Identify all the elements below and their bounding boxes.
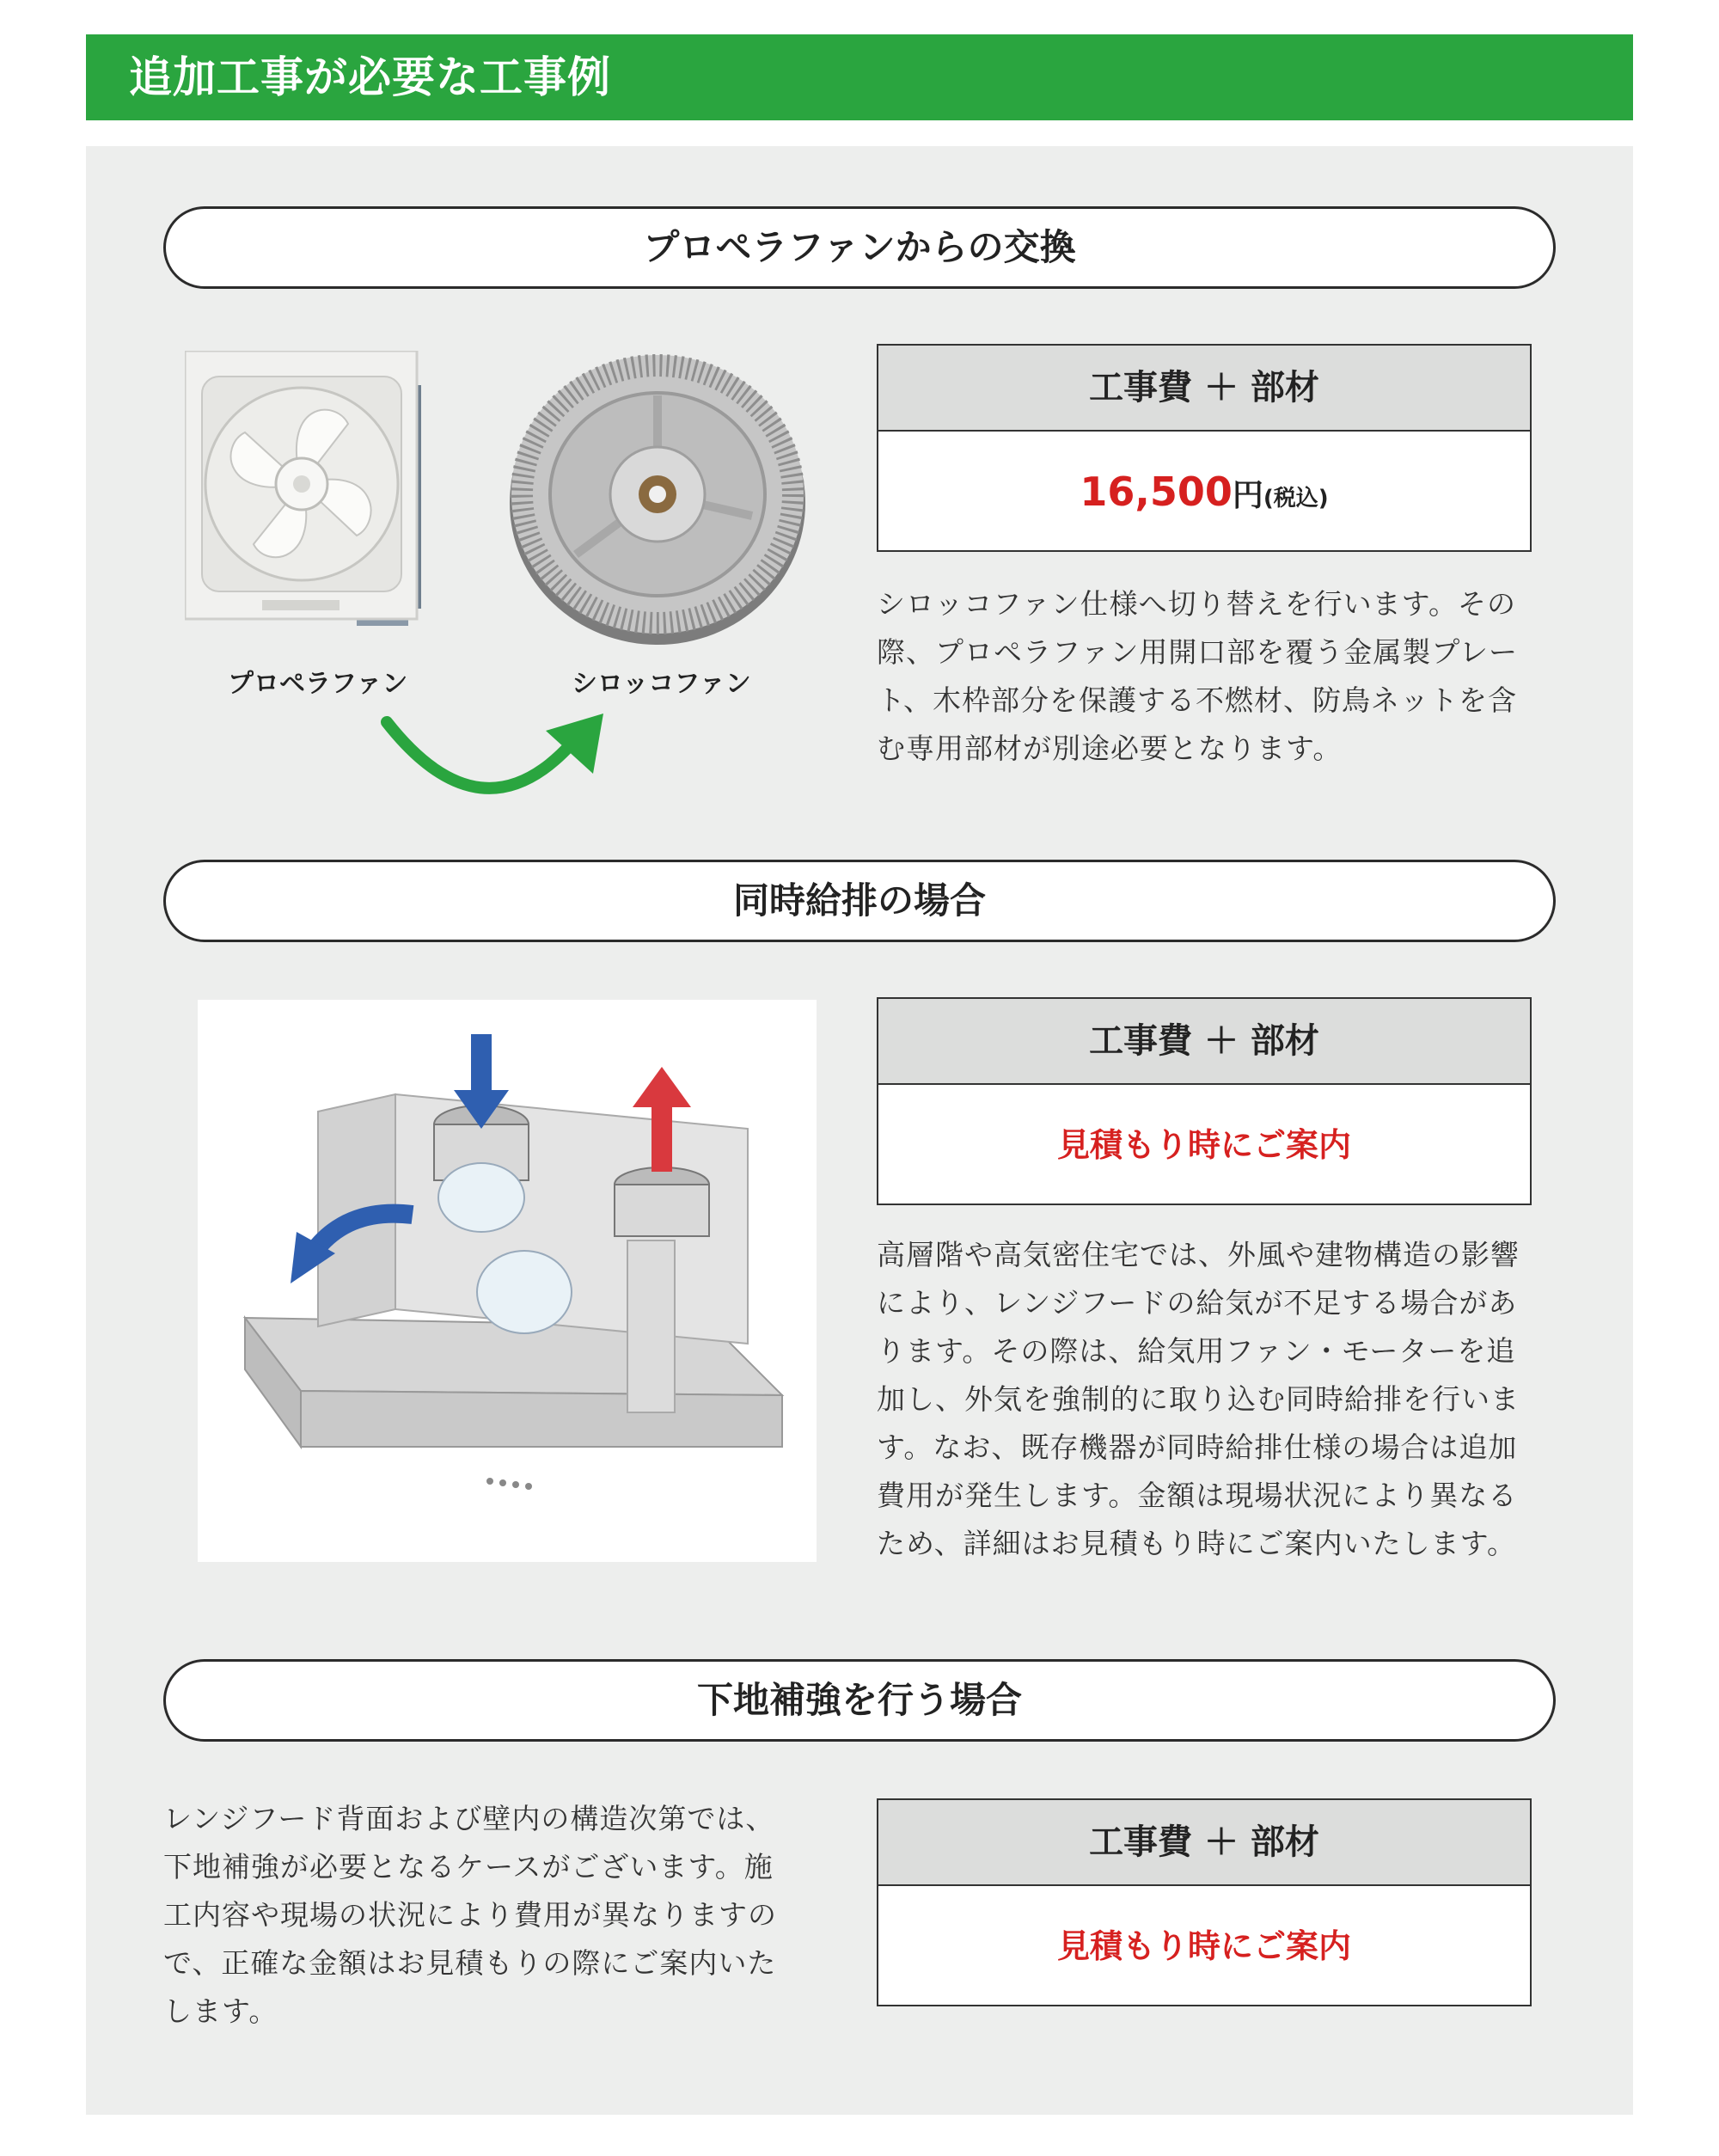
arrow-icon [378,705,610,817]
content-panel [86,146,1633,2115]
sirocco-fan-image [503,340,812,649]
price-value: 16,500 [1080,469,1233,515]
cost-label: 工事費 ＋ 部材 [878,999,1530,1085]
sirocco-fan-label: シロッコファン [572,669,751,699]
price-display: 見積もり時にご案内 [1056,1126,1351,1164]
section-title-propeller: プロペラファンからの交換 [163,206,1556,289]
price-display [878,432,1530,552]
section-description: シロッコファン仕様へ切り替えを行います。その際、プロペラファン用開口部を覆う金属製プレート、木枠部分を保護する不燃材、防鳥ネットを含む専用部材が別途必要となります。 [877,587,1519,765]
cost-box-propeller [877,344,1532,552]
page-title: 追加工事が必要な工事例 [86,34,1633,120]
section-description: 高層階や高気密住宅では、外風や建物構造の影響により、レンジフードの給気が不足する場合があります。その際は、給気用ファン・モーターを追加し、外気を強制的に取り込む同時給排を行います。なお、既存機器が同時給排仕様の場合は追加費用が発生します。金額は現場状況により異なるため、詳細はお見積もり時にご案内いたします。 [877,1238,1520,1560]
price-tax-note: (税込) [1263,486,1329,511]
propeller-fan-label: プロペラファン [228,669,408,699]
cost-label: 工事費 ＋ 部材 [878,346,1530,432]
price-display: 見積もり時にご案内 [1056,1927,1351,1965]
cost-box-simultaneous [877,997,1532,1205]
section-title-simultaneous: 同時給排の場合 [163,860,1556,942]
price-unit: 円 [1232,478,1263,513]
cost-label: 工事費 ＋ 部材 [878,1800,1530,1886]
section-description: レンジフード背面および壁内の構造次第では、下地補強が必要となるケースがございます。施工内容や現場の状況により費用が異なりますので、正確な金額はお見積もりの際にご案内いたします。 [163,1802,777,2028]
propeller-fan-image [185,351,460,643]
cost-box-reinforcement [877,1798,1532,2006]
range-hood-diagram [198,1000,817,1562]
section-title-reinforcement: 下地補強を行う場合 [163,1659,1556,1742]
